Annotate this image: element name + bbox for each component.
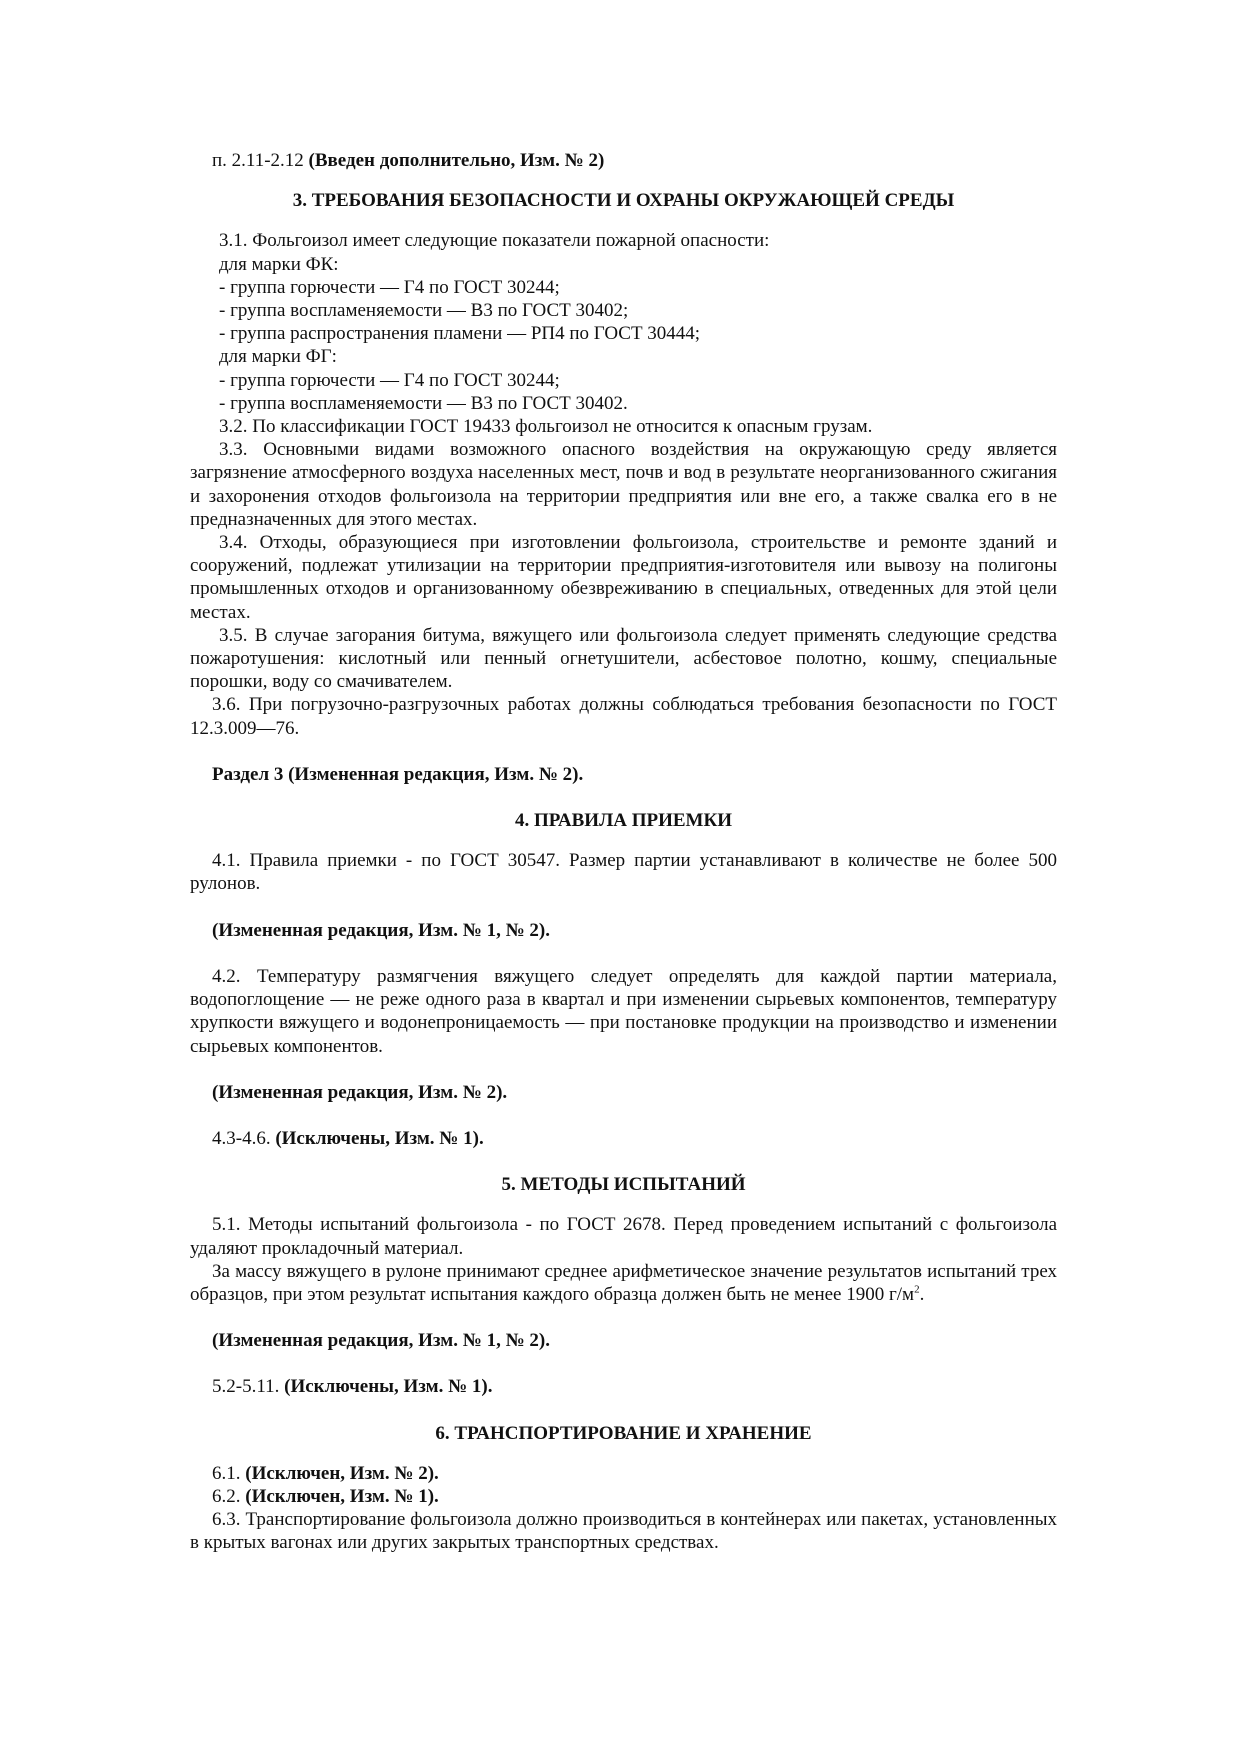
amendment-note: (Измененная редакция, Изм. № 2). [212,1081,508,1103]
document-body [190,149,1057,1555]
paragraph-5-2 [190,1375,1057,1398]
paragraph-6-2 [190,1485,1057,1508]
paragraph-3-1: 3.1. Фольгоизол имеет следующие показатели пожарной опасности: [219,230,770,252]
intro-line [190,149,1057,172]
paragraph-3-5: 3.5. В случае загорания битума, вяжущего или фольгоизола следует применять следующие средства пожаротушения: кислотный или пенный огнетушители, асбестовое полотно, кошму, специальные порошки, воду со смачивателем. [190,624,1057,693]
list-item: - группа горючести — Г4 по ГОСТ 30244; [219,369,560,391]
paragraph-5-1b [190,1260,1057,1306]
amendment-note: (Измененная редакция, Изм. № 1, № 2). [212,919,550,941]
paragraph-text: За массу вяжущего в рулоне принимают среднее арифметическое значение результатов испытаний трех образцов, при этом результат испытания каждого образца должен быть не менее 1900 г/м [190,1260,1057,1305]
intro-prefix: п. 2.11-2.12 [212,150,309,171]
section-3-amendment-note: Раздел 3 (Измененная редакция, Изм. № 2). [212,763,584,785]
paragraph-4-2: 4.2. Температуру размягчения вяжущего следует определять для каждой партии материала, водопоглощение — не реже одного раза в квартал и при изменении сырьевых компонентов, температуру хрупкости вяжущего и водонепроницаемость — при постановке продукции на производство и изменении сырьевых компонентов. [190,965,1057,1057]
exclusion-note: (Исключен, Изм. № 1). [245,1485,439,1507]
paragraph-number: 6.1. [212,1462,246,1484]
intro-note: (Введен дополнительно, Изм. № 2) [308,150,605,171]
exclusion-note: (Исключены, Изм. № 1). [275,1127,484,1149]
section-4-heading: 4. ПРАВИЛА ПРИЕМКИ [514,810,733,832]
paragraph-6-1 [190,1462,1057,1485]
paragraph-number: 6.2. [212,1485,246,1507]
paragraph-5-1: 5.1. Методы испытаний фольгоизола - по ГОСТ 2678. Перед проведением испытаний с фольгоизола удаляют прокладочный материал. [190,1214,1057,1259]
superscript: 2 [914,1283,920,1296]
section-6-heading: 6. ТРАНСПОРТИРОВАНИЕ И ХРАНЕНИЕ [435,1422,812,1444]
mark-fk-label: для марки ФК: [219,253,339,275]
paragraph-6-3: 6.3. Транспортирование фольгоизола должно производиться в контейнерах или пакетах, установленных в крытых вагонах или других закрытых транспортных средствах. [190,1509,1057,1554]
mark-fg-label: для марки ФГ: [219,346,337,368]
paragraph-3-4: 3.4. Отходы, образующиеся при изготовлении фольгоизола, строительстве и ремонте зданий и сооружений, подлежат утилизации на территории предприятия-изготовителя или вывозу на полигоны промышленных отходов и организованному обезвреживанию в специальных, отведенных для этой цели местах. [190,532,1057,623]
paragraph-number: 5.2-5.11. [212,1376,285,1398]
list-item: - группа горючести — Г4 по ГОСТ 30244; [219,276,560,298]
paragraph-4-1: 4.1. Правила приемки - по ГОСТ 30547. Размер партии устанавливают в количестве не более 500 рулонов. [190,850,1057,895]
list-item: - группа воспламеняемости — В3 по ГОСТ 30402. [219,392,628,414]
amendment-note: (Измененная редакция, Изм. № 1, № 2). [212,1330,550,1352]
paragraph-number: 4.3-4.6. [212,1127,276,1149]
exclusion-note: (Исключен, Изм. № 2). [245,1462,439,1484]
paragraph-3-6: 3.6. При погрузочно-разгрузочных работах должны соблюдаться требования безопасности по ГОСТ 12.3.009—76. [190,694,1057,739]
section-3-heading: 3. ТРЕБОВАНИЯ БЕЗОПАСНОСТИ И ОХРАНЫ ОКРУЖАЮЩЕЙ СРЕДЫ [292,190,955,212]
paragraph-3-2: 3.2. По классификации ГОСТ 19433 фольгоизол не относится к опасным грузам. [219,416,873,438]
section-5-heading: 5. МЕТОДЫ ИСПЫТАНИЙ [501,1174,746,1196]
exclusion-note: (Исключены, Изм. № 1). [284,1376,493,1398]
paragraph-3-3: 3.3. Основными видами возможного опасного воздействия на окружающую среду является загрязнение атмосферного воздуха населенных мест, почв и вод в результате неорганизованного сжигания и захоронения отходов фольгоизола на территории предприятия или вне его, а также свалка его в не предназначенных для этого местах. [190,439,1057,530]
list-item: - группа распространения пламени — РП4 по ГОСТ 30444; [219,323,701,345]
paragraph-end: . [919,1283,925,1305]
list-item: - группа воспламеняемости — В3 по ГОСТ 30402; [219,300,629,322]
paragraph-4-3 [190,1127,1057,1150]
